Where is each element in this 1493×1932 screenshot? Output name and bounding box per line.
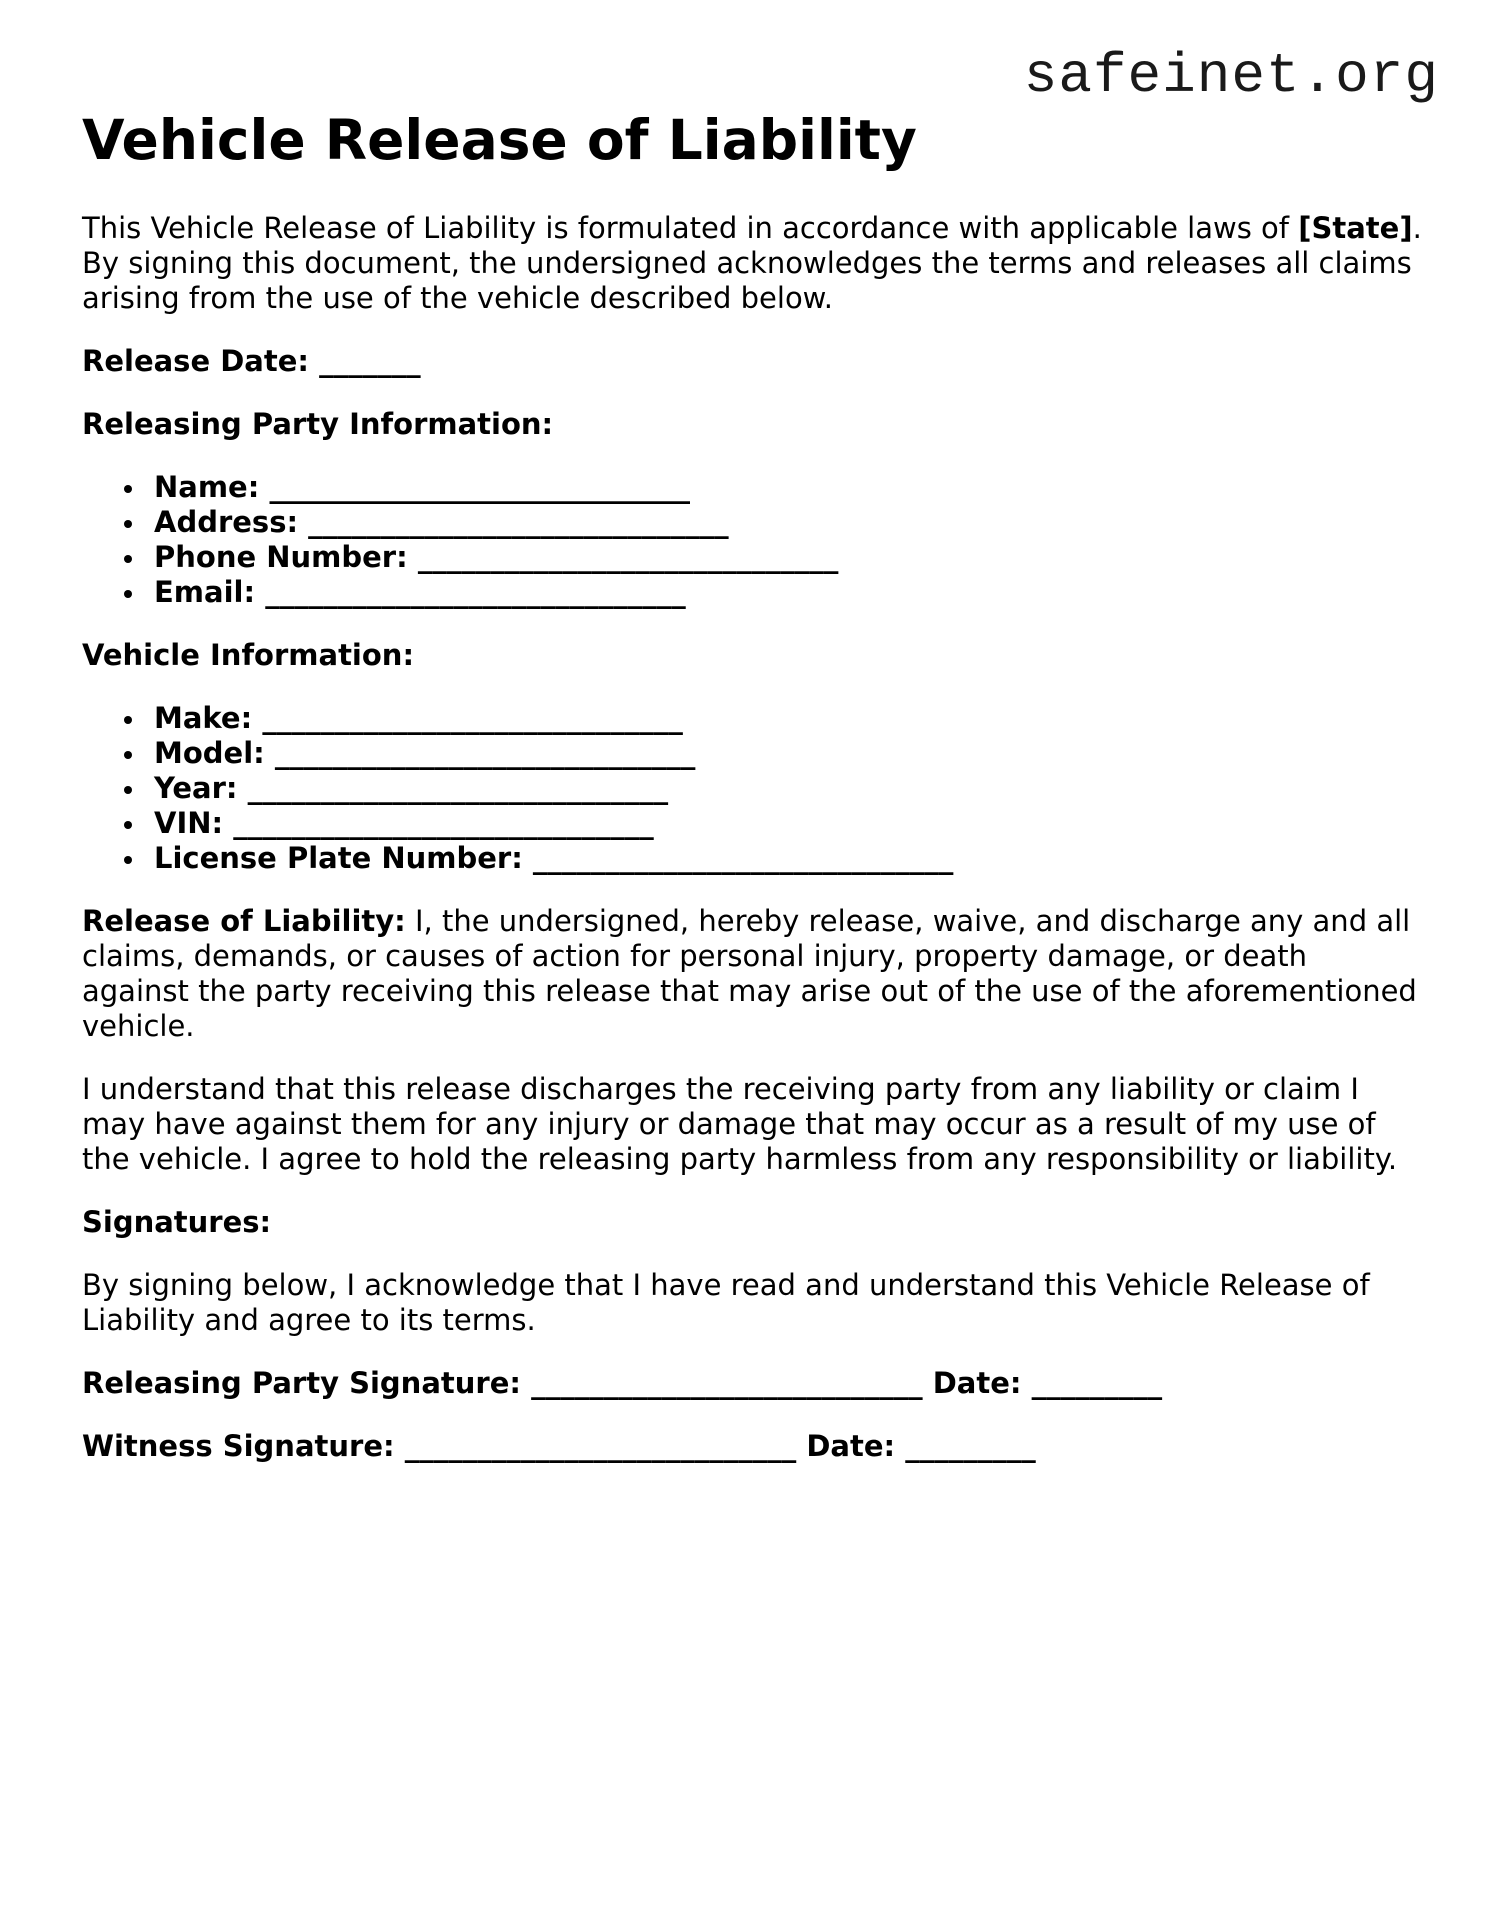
list-item-year (154, 771, 1422, 806)
vin-label: VIN: (154, 806, 224, 840)
release-date-label: Release Date: (82, 344, 309, 378)
list-item-name (154, 470, 1422, 505)
year-label: Year: (154, 771, 238, 805)
state-placeholder: [State] (1298, 211, 1413, 245)
acknowledgement-paragraph: By signing below, I acknowledge that I have read and understand this Vehicle Release of Liability and agree to its terms. (82, 1268, 1370, 1337)
understanding-paragraph: I understand that this release discharges the receiving party from any liability or claim I may have against them for any injury or damage that may occur as a result of my use of the vehicle. I agree to hold the releasing party harmless from any responsibility or liability. (82, 1072, 1398, 1176)
releasing-party-signature-line (82, 1366, 1422, 1401)
intro-text-2: . By signing this document, the undersigned acknowledges the terms and releases all claims arising from the use of the vehicle described below. (82, 211, 1422, 315)
releasing-party-list (82, 470, 1422, 610)
witness-signature-blank[interactable]: ___________________________ (404, 1429, 797, 1463)
releasing-party-date-blank[interactable]: _________ (1031, 1366, 1163, 1400)
releasing-party-signature-blank[interactable]: ___________________________ (531, 1366, 923, 1400)
vehicle-heading: Vehicle Information: (82, 638, 415, 672)
address-label: Address: (154, 505, 299, 539)
year-blank[interactable]: _____________________________ (247, 771, 669, 805)
signatures-heading: Signatures: (82, 1205, 272, 1239)
license-plate-blank[interactable]: _____________________________ (532, 841, 954, 875)
model-blank[interactable]: _____________________________ (274, 736, 696, 770)
list-item-license-plate (154, 841, 1422, 876)
email-label: Email: (154, 575, 256, 609)
intro-text-1: This Vehicle Release of Liability is formulated in accordance with applicable laws of (82, 211, 1299, 245)
vehicle-list (82, 701, 1422, 876)
model-label: Model: (154, 736, 265, 770)
license-plate-label: License Plate Number: (154, 841, 523, 875)
list-item-address (154, 505, 1422, 540)
releasing-party-heading: Releasing Party Information: (82, 407, 554, 441)
witness-signature-line (82, 1429, 1422, 1464)
intro-paragraph (82, 211, 1422, 316)
release-of-liability-paragraph (82, 904, 1422, 1044)
release-date-blank[interactable]: _______ (319, 344, 421, 378)
list-item-model (154, 736, 1422, 771)
list-item-make (154, 701, 1422, 736)
address-blank[interactable]: _____________________________ (308, 505, 729, 539)
release-date-line (82, 344, 1422, 379)
name-blank[interactable]: _____________________________ (269, 470, 690, 504)
watermark: safeinet.org (1023, 44, 1439, 108)
release-of-liability-text: I, the undersigned, hereby release, waive, and discharge any and all claims, demands, or causes of action for personal injury, property damage, or death against the party receiving this release that may arise out of the use of the aforementioned vehicle. (82, 904, 1417, 1043)
name-label: Name: (154, 470, 260, 504)
witness-signature-label: Witness Signature: (82, 1429, 395, 1463)
document-title: Vehicle Release of Liability (82, 108, 917, 172)
phone-blank[interactable]: _____________________________ (417, 540, 839, 574)
list-item-phone (154, 540, 1422, 575)
witness-date-blank[interactable]: _________ (905, 1429, 1036, 1463)
releasing-party-date-label: Date: (932, 1366, 1022, 1400)
list-item-email (154, 575, 1422, 610)
vin-blank[interactable]: _____________________________ (233, 806, 654, 840)
make-label: Make: (154, 701, 253, 735)
releasing-party-signature-label: Releasing Party Signature: (82, 1366, 521, 1400)
list-item-vin (154, 806, 1422, 841)
release-of-liability-label: Release of Liability: (82, 904, 406, 938)
document-body (82, 105, 1422, 1464)
email-blank[interactable]: _____________________________ (265, 575, 686, 609)
phone-label: Phone Number: (154, 540, 408, 574)
make-blank[interactable]: _____________________________ (262, 701, 683, 735)
witness-date-label: Date: (806, 1429, 896, 1463)
